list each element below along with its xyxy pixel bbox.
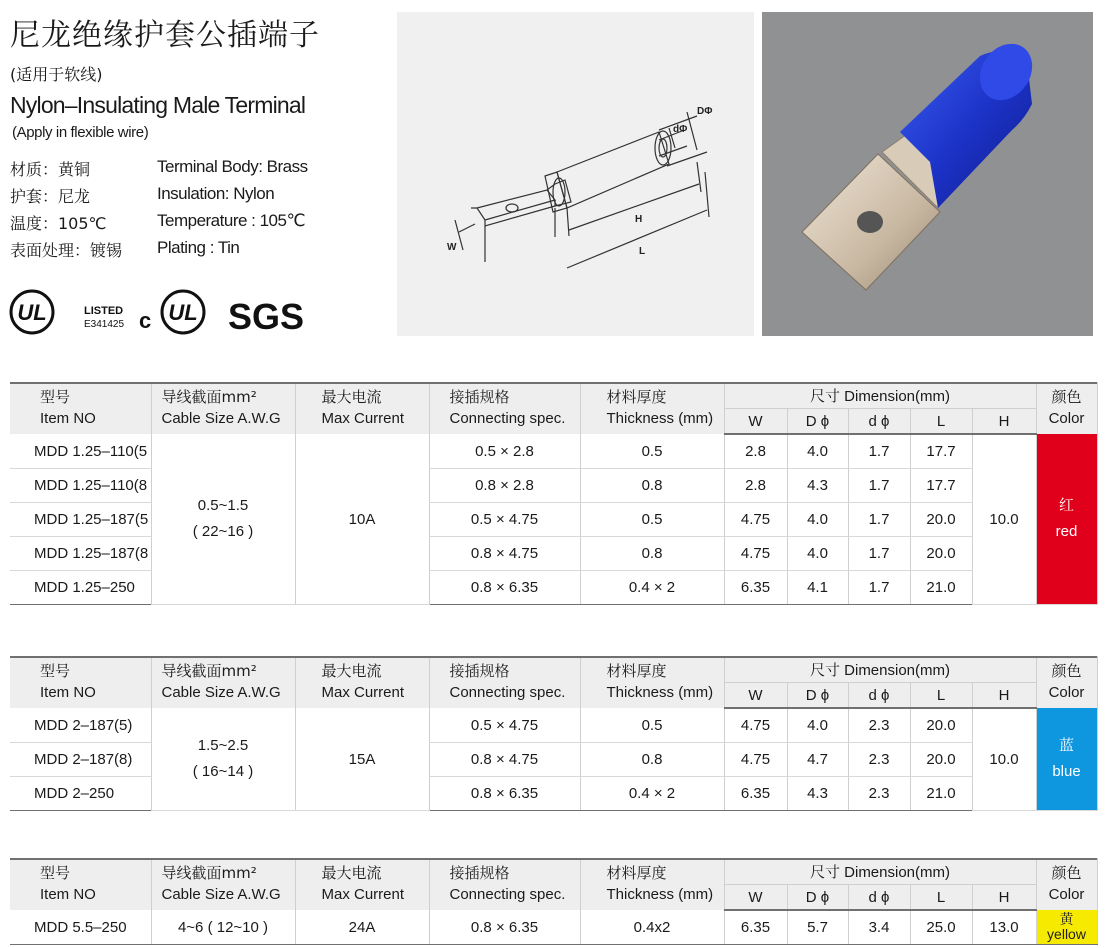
- dim-D: 4.0: [787, 537, 848, 571]
- spec-insulation-cn: 护套：尼龙: [10, 187, 91, 206]
- item-no: MDD 1.25–250: [10, 571, 151, 605]
- header-D: D ϕ: [787, 683, 848, 709]
- table-row: [10, 708, 1097, 743]
- header-D: D ϕ: [787, 885, 848, 911]
- dim-d: 1.7: [848, 537, 910, 571]
- header-d: d ϕ: [848, 409, 910, 435]
- dim-label-H: H: [635, 214, 643, 225]
- item-no: MDD 1.25–187(5: [10, 503, 151, 537]
- cable-size: 4~6 ( 12~10 ): [151, 910, 295, 945]
- header-item-en: Item NO: [40, 886, 96, 903]
- header-W: W: [724, 885, 787, 911]
- spec-plating-en: Plating : Tin: [157, 238, 240, 257]
- spec-material-cn: 材质：黄铜: [10, 160, 91, 179]
- dim-W: 6.35: [724, 910, 787, 945]
- svg-text:UL: UL: [168, 300, 198, 325]
- dim-D: 4.3: [787, 777, 848, 811]
- thickness: 0.4 × 2: [580, 571, 724, 605]
- header-cable-en: Cable Size A.W.G: [161, 410, 281, 427]
- ul-logo-icon: [11, 291, 53, 333]
- thickness: 0.8: [580, 537, 724, 571]
- item-no: MDD 2–250: [10, 777, 151, 811]
- color-swatch-blue: 蓝 blue: [1036, 708, 1097, 811]
- page-subtitle-en: (Apply in flexible wire): [12, 124, 149, 141]
- cable-size: 1.5~2.5 ( 16~14 ): [151, 708, 295, 811]
- header-cable-en: Cable Size A.W.G: [161, 684, 281, 701]
- header-L: L: [910, 409, 972, 435]
- certification-logos: [8, 288, 308, 338]
- dim-L: 20.0: [910, 503, 972, 537]
- dim-label-D: DΦ: [697, 106, 713, 117]
- header-current-en: Max Current: [321, 410, 405, 427]
- spec-insulation-en: Insulation: Nylon: [157, 184, 275, 203]
- dim-label-d: dΦ: [673, 124, 688, 135]
- max-current: 15A: [295, 708, 429, 811]
- header-thick-cn: 材料厚度: [606, 662, 667, 680]
- ul-listed-label: LISTED: [84, 305, 124, 317]
- dim-W: 6.35: [724, 571, 787, 605]
- header-spec-cn: 接插规格: [449, 864, 510, 882]
- dim-label-W: W: [447, 242, 457, 253]
- header-current-cn: 最大电流: [321, 388, 382, 406]
- header-spec-en: Connecting spec.: [449, 886, 566, 903]
- dim-d: 1.7: [848, 434, 910, 469]
- table-top-rule: [10, 656, 1097, 658]
- spec-temperature-en: Temperature : 105℃: [157, 211, 306, 230]
- dim-W: 4.75: [724, 708, 787, 743]
- header-item-en: Item NO: [40, 684, 96, 701]
- spec-table-yellow: [10, 858, 1098, 945]
- header-dimension: 尺寸 Dimension(mm): [724, 656, 1036, 683]
- item-no: MDD 1.25–110(5: [10, 434, 151, 469]
- thickness: 0.4 × 2: [580, 777, 724, 811]
- dim-W: 2.8: [724, 434, 787, 469]
- color-swatch-red: 红 red: [1036, 434, 1097, 605]
- header-color-cn: 颜色: [1051, 864, 1082, 882]
- page-title-en: Nylon–Insulating Male Terminal: [10, 92, 306, 118]
- dim-D: 5.7: [787, 910, 848, 945]
- header-spec-en: Connecting spec.: [449, 684, 566, 701]
- terminal-drawing: [397, 12, 754, 336]
- header-current-en: Max Current: [321, 886, 405, 903]
- connecting-spec: 0.8 × 2.8: [429, 469, 580, 503]
- dim-D: 4.1: [787, 571, 848, 605]
- spec-temperature-cn: 温度：105℃: [10, 214, 107, 233]
- dim-d: 3.4: [848, 910, 910, 945]
- header-cable-cn: 导线截面mm²: [161, 388, 257, 406]
- item-no: MDD 1.25–187(8: [10, 537, 151, 571]
- dim-L: 20.0: [910, 743, 972, 777]
- dim-W: 6.35: [724, 777, 787, 811]
- connecting-spec: 0.5 × 4.75: [429, 708, 580, 743]
- header-thick-en: Thickness (mm): [606, 684, 714, 701]
- header-item-cn: 型号: [40, 388, 71, 406]
- dim-d: 1.7: [848, 469, 910, 503]
- cul-c-label: c: [139, 308, 152, 333]
- dim-H: 13.0: [972, 910, 1036, 945]
- thickness: 0.8: [580, 469, 724, 503]
- thickness: 0.5: [580, 434, 724, 469]
- dim-W: 4.75: [724, 537, 787, 571]
- thickness: 0.5: [580, 503, 724, 537]
- dim-W: 4.75: [724, 743, 787, 777]
- header-dimension: 尺寸 Dimension(mm): [724, 382, 1036, 409]
- dim-d: 2.3: [848, 708, 910, 743]
- header-H: H: [972, 409, 1036, 435]
- connecting-spec: 0.5 × 4.75: [429, 503, 580, 537]
- header-item-en: Item NO: [40, 410, 96, 427]
- dim-W: 4.75: [724, 503, 787, 537]
- terminal-drawing-icon: [397, 12, 754, 336]
- sgs-logo-icon: SGS: [228, 296, 305, 337]
- terminal-photo-icon: [762, 12, 1093, 336]
- thickness: 0.5: [580, 708, 724, 743]
- item-no: MDD 1.25–110(8: [10, 469, 151, 503]
- item-no: MDD 2–187(8): [10, 743, 151, 777]
- header-L: L: [910, 885, 972, 911]
- header-thick-cn: 材料厚度: [606, 864, 667, 882]
- dim-L: 20.0: [910, 537, 972, 571]
- dim-d: 2.3: [848, 777, 910, 811]
- page-subtitle-cn: (适用于软线): [10, 65, 103, 84]
- header-color-en: Color: [1048, 410, 1085, 427]
- dim-D: 4.7: [787, 743, 848, 777]
- connecting-spec: 0.8 × 6.35: [429, 910, 580, 945]
- header-spec-en: Connecting spec.: [449, 410, 566, 427]
- table-row: [10, 434, 1097, 469]
- table-row: [10, 910, 1097, 945]
- header-cable-cn: 导线截面mm²: [161, 662, 257, 680]
- header-D: D ϕ: [787, 409, 848, 435]
- connecting-spec: 0.8 × 6.35: [429, 571, 580, 605]
- header-W: W: [724, 409, 787, 435]
- spec-table-red: [10, 382, 1098, 605]
- thickness: 0.8: [580, 743, 724, 777]
- ul-listed-number: E341425: [84, 319, 125, 330]
- header-d: d ϕ: [848, 683, 910, 709]
- cable-size: 0.5~1.5 ( 22~16 ): [151, 434, 295, 605]
- thickness: 0.4x2: [580, 910, 724, 945]
- header-thick-en: Thickness (mm): [606, 886, 714, 903]
- color-swatch-yellow: 黄 yellow: [1036, 910, 1097, 945]
- dim-label-L: L: [639, 246, 646, 257]
- spec-table-blue: [10, 656, 1098, 811]
- header-thick-en: Thickness (mm): [606, 410, 714, 427]
- max-current: 24A: [295, 910, 429, 945]
- header-spec-cn: 接插规格: [449, 388, 510, 406]
- connecting-spec: 0.8 × 6.35: [429, 777, 580, 811]
- header-H: H: [972, 683, 1036, 709]
- dim-H: 10.0: [972, 708, 1036, 811]
- header-item-cn: 型号: [40, 864, 71, 882]
- item-no: MDD 2–187(5): [10, 708, 151, 743]
- dim-L: 17.7: [910, 469, 972, 503]
- dim-L: 21.0: [910, 571, 972, 605]
- header-W: W: [724, 683, 787, 709]
- header-color-cn: 颜色: [1051, 388, 1082, 406]
- header-d: d ϕ: [848, 885, 910, 911]
- cul-logo-icon: [162, 291, 204, 333]
- dim-D: 4.0: [787, 708, 848, 743]
- dim-d: 1.7: [848, 571, 910, 605]
- header-thick-cn: 材料厚度: [606, 388, 667, 406]
- max-current: 10A: [295, 434, 429, 605]
- header-color-cn: 颜色: [1051, 662, 1082, 680]
- header-cable-cn: 导线截面mm²: [161, 864, 257, 882]
- dim-H: 10.0: [972, 434, 1036, 605]
- dim-D: 4.0: [787, 503, 848, 537]
- page-title-cn: 尼龙绝缘护套公插端子: [10, 18, 320, 53]
- dim-D: 4.0: [787, 434, 848, 469]
- dim-L: 21.0: [910, 777, 972, 811]
- header-spec-cn: 接插规格: [449, 662, 510, 680]
- item-no: MDD 5.5–250: [10, 910, 151, 945]
- dim-W: 2.8: [724, 469, 787, 503]
- product-photo: [762, 12, 1093, 336]
- header-dimension: 尺寸 Dimension(mm): [724, 858, 1036, 885]
- table-top-rule: [10, 858, 1097, 860]
- connecting-spec: 0.5 × 2.8: [429, 434, 580, 469]
- dim-L: 17.7: [910, 434, 972, 469]
- header-current-cn: 最大电流: [321, 662, 382, 680]
- dim-L: 25.0: [910, 910, 972, 945]
- header-current-cn: 最大电流: [321, 864, 382, 882]
- header-H: H: [972, 885, 1036, 911]
- dim-L: 20.0: [910, 708, 972, 743]
- dim-d: 1.7: [848, 503, 910, 537]
- header-item-cn: 型号: [40, 662, 71, 680]
- header-L: L: [910, 683, 972, 709]
- table-top-rule: [10, 382, 1097, 384]
- connecting-spec: 0.8 × 4.75: [429, 537, 580, 571]
- dim-d: 2.3: [848, 743, 910, 777]
- svg-text:UL: UL: [17, 300, 47, 325]
- spec-material-en: Terminal Body: Brass: [157, 157, 308, 176]
- spec-plating-cn: 表面处理：镀锡: [10, 241, 123, 260]
- header-cable-en: Cable Size A.W.G: [161, 886, 281, 903]
- connecting-spec: 0.8 × 4.75: [429, 743, 580, 777]
- header-current-en: Max Current: [321, 684, 405, 701]
- header-color-en: Color: [1048, 684, 1085, 701]
- header-color-en: Color: [1048, 886, 1085, 903]
- dim-D: 4.3: [787, 469, 848, 503]
